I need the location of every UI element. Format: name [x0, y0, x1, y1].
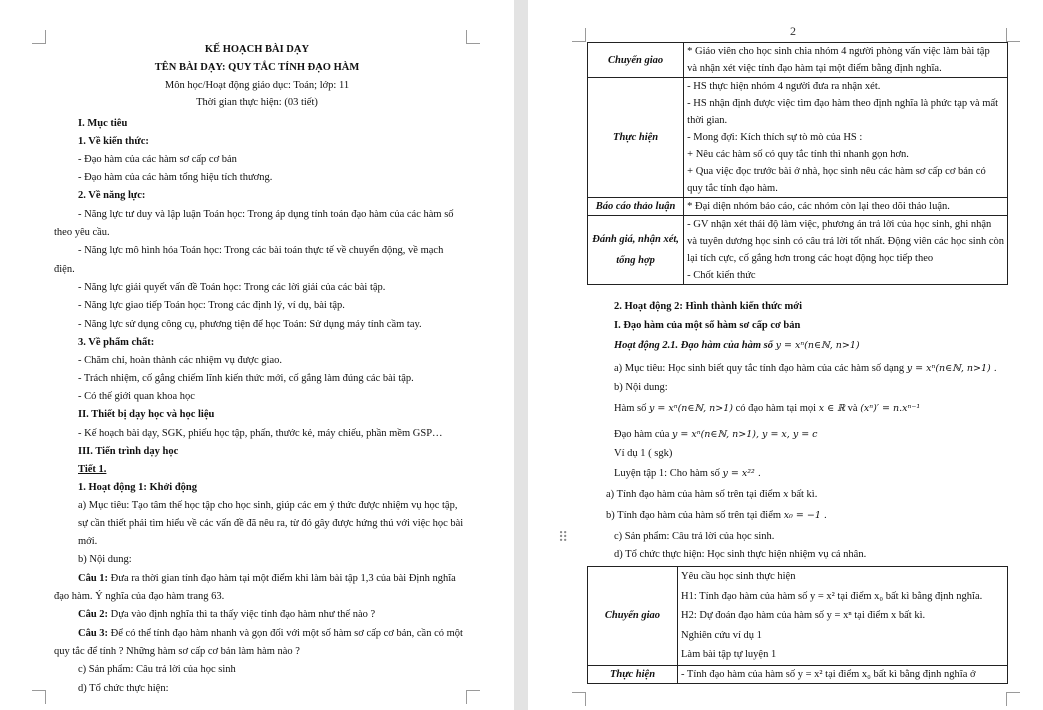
doc-title: TÊN BÀI DẠY: QUY TẮC TÍNH ĐẠO HÀM — [154, 62, 360, 73]
text-line: - Trách nhiệm, cố gắng chiếm lĩnh kiến thức mới, cố gắng làm đúng các bài tập. — [78, 373, 414, 384]
text-line: quy tắc để tính ? Những hàm sơ cấp cơ bản làm hàm nào ? — [54, 646, 300, 657]
row-label: Đánh giá, nhận xét, tổng hợp — [588, 216, 684, 285]
text-line: theo yêu cầu. — [54, 227, 110, 238]
crop-mark — [32, 30, 46, 44]
row-label: Báo cáo thảo luận — [588, 198, 684, 216]
formula: y = xⁿ(n∈ℕ, n>1) — [649, 403, 733, 414]
lesson-label: Tiết 1. — [78, 464, 107, 475]
formula: y = xⁿ(n∈ℕ, n>1) — [775, 340, 860, 351]
crop-mark — [1006, 28, 1020, 42]
table-row — [588, 216, 1008, 285]
text-line: - Năng lực giải quyết vấn đề Toán học: Trong các lời giải của các bài tập. — [78, 282, 386, 293]
section-heading: III. Tiến trình dạy học — [78, 446, 179, 457]
text-line: mới. — [78, 536, 98, 547]
table-row — [588, 43, 1008, 78]
cell-line: thời gian. — [687, 115, 728, 126]
text-span: Luyện tập 1: Cho hàm số — [614, 468, 720, 479]
question-line — [78, 627, 463, 641]
cell-line: - Mong đợi: Kích thích sự tò mò của HS : — [687, 132, 863, 143]
table-row — [588, 665, 1008, 683]
section-heading: 3. Về phẩm chất: — [78, 337, 155, 348]
crop-mark — [466, 30, 480, 44]
crop-mark — [32, 690, 46, 704]
cell-line: quy tắc tính đạo hàm. — [687, 183, 778, 194]
row-label: Thực hiện — [588, 665, 678, 683]
question-label: Câu 1: — [78, 573, 109, 584]
row-content — [678, 567, 1008, 666]
text-line: a) Mục tiêu: Tạo tâm thế học tập cho học sinh, giúp các em ý thức được nhiệm vụ học tập, — [78, 500, 458, 511]
cell-line: + Nêu các hàm số có quy tắc tính thì nhanh gọn hơn. — [687, 149, 909, 160]
text-span: có đạo hàm tại mọi — [735, 403, 817, 414]
cell-line: H2: Dự đoán đạo hàm của hàm số y = xⁿ tại điểm x bất kì. — [681, 610, 926, 621]
cell-line: - Chốt kiến thức — [687, 270, 756, 281]
section-heading: 2. Hoạt động 2: Hình thành kiến thức mới — [614, 301, 803, 312]
row-label: Thực hiện — [588, 78, 684, 198]
crop-mark — [1006, 692, 1020, 706]
section-heading: 1. Về kiến thức: — [78, 136, 149, 147]
formula: x ∈ ℝ — [818, 403, 846, 414]
text-line: d) Tổ chức thực hiện: — [78, 683, 169, 694]
text-line — [606, 509, 827, 523]
text-line: c) Sản phẩm: Câu trả lời của học sinh. — [614, 531, 775, 542]
text-span: b) Tính đạo hàm của hàm số trên tại điểm — [606, 510, 782, 521]
table-row — [588, 198, 1008, 216]
text-line: - Năng lực mô hình hóa Toán học: Trong các bài toán thực tế về chuyển động, về mạch — [78, 245, 444, 256]
text-line: c) Sản phẩm: Câu trả lời của học sinh — [78, 664, 236, 675]
row-content — [684, 43, 1008, 78]
formula: x — [783, 489, 789, 500]
cell-line: - Tính đạo hàm của hàm số y = x² tại điểm x₀ bất kì bằng định nghĩa ở — [681, 668, 976, 680]
question-text: Đưa ra thời gian tính đạo hàm tại một điểm khi làm bài tập 1,3 của bài Định nghĩa — [110, 573, 456, 584]
crop-mark — [466, 690, 480, 704]
cell-line: - GV nhận xét thái độ làm việc, phương án trả lời của học sinh, ghi nhận — [687, 219, 992, 230]
row-label: Chuyển giao — [588, 567, 678, 666]
doc-duration: Thời gian thực hiện: (03 tiết) — [196, 97, 318, 108]
cell-line: + Qua việc đọc trước bài ở nhà, học sinh nêu các hàm sơ cấp cơ bản có — [687, 166, 986, 177]
section-heading: II. Thiết bị dạy học và học liệu — [78, 409, 215, 420]
cell-line: * Giáo viên cho học sinh chia nhóm 4 người phòng vấn việc làm bài tập — [687, 46, 990, 57]
row-content — [684, 216, 1008, 285]
theorem-line — [614, 402, 920, 416]
question-text: Dựa vào định nghĩa thì ta thấy việc tính đạo hàm như thế nào ? — [110, 609, 376, 620]
document-page-2 — [528, 0, 1043, 710]
cell-line: Nghiên cứu ví dụ 1 — [681, 629, 762, 641]
text-line: - Năng lực tư duy và lập luận Toán học: Trong áp dụng tính toán đạo hàm của các hàm số — [78, 209, 454, 220]
section-heading: 2. Về năng lực: — [78, 190, 146, 201]
doc-subject: Môn học/Hoạt động giáo dục: Toán; lớp: 11 — [164, 80, 350, 91]
crop-mark — [572, 692, 586, 706]
text-line — [614, 362, 997, 376]
text-line: d) Tổ chức thực hiện: Học sinh thực hiện nhiệm vụ cá nhân. — [614, 549, 867, 560]
row-label: Chuyển giao — [588, 43, 684, 78]
text-line: sự cần thiết phải tìm hiểu về các vấn đề đã nêu ra, từ đó gây được hứng thú với việc học bài — [78, 518, 464, 529]
cell-line: Yêu cầu học sinh thực hiện — [681, 571, 796, 582]
formula: y = xⁿ(n∈ℕ, n>1) . — [906, 363, 997, 374]
text-line — [614, 428, 818, 442]
text-line: điện. — [54, 264, 75, 275]
cell-line: và tuyên dương học sinh có câu trả lời tốt nhất. Động viên các học sinh còn — [687, 236, 1004, 247]
question-label: Câu 3: — [78, 628, 109, 639]
text-line: - Chăm chỉ, hoàn thành các nhiệm vụ được giao. — [78, 355, 282, 366]
activity-heading — [614, 339, 860, 353]
text-line: - Năng lực sử dụng công cụ, phương tiện để học Toán: Sử dụng máy tính cầm tay. — [78, 319, 422, 330]
table-row — [588, 567, 1008, 666]
text-line: - Năng lực giao tiếp Toán học: Trong các định lý, ví dụ, bài tập. — [78, 300, 345, 311]
text-line: - Đạo hàm của các hàm tổng hiệu tích thương. — [78, 172, 273, 183]
cell-line: - HS nhận định được việc tìm đạo hàm theo định nghĩa là phức tạp và mất — [687, 98, 999, 109]
text-span: a) Mục tiêu: Học sinh biết quy tắc tính đạo hàm của các hàm số dạng — [614, 363, 905, 374]
cell-line: * Đại diện nhóm báo cáo, các nhóm còn lại theo dõi thảo luận. — [687, 201, 950, 212]
text-line: - Đạo hàm của các hàm sơ cấp cơ bản — [78, 154, 237, 165]
row-content — [684, 198, 1008, 216]
text-line — [606, 488, 817, 502]
page-number: 2 — [790, 24, 796, 38]
question-line — [78, 608, 375, 622]
question-text: Để có thể tính đạo hàm nhanh và gọn đối với một số hàm sơ cấp cơ bản, cần có một — [110, 628, 463, 639]
section-heading: I. Mục tiêu — [78, 118, 128, 129]
activity-table-1 — [587, 42, 1008, 285]
section-heading: I. Đạo hàm của một số hàm sơ cấp cơ bản — [614, 320, 801, 331]
text-span: và — [847, 403, 858, 414]
section-heading: 1. Hoạt động 1: Khởi động — [78, 482, 198, 493]
cell-line: và nhận xét việc tính đạo hàm tại một điểm bằng định nghĩa. — [687, 63, 942, 74]
crop-mark — [572, 28, 586, 42]
text-span: Hàm số — [614, 403, 647, 414]
cell-line: Làm bài tập tự luyện 1 — [681, 649, 777, 660]
table-row — [588, 78, 1008, 198]
text-line: - Có thế giới quan khoa học — [78, 391, 195, 402]
text-line: Ví dụ 1 ( sgk) — [614, 448, 673, 459]
question-line — [78, 572, 456, 586]
doc-heading: KẾ HOẠCH BÀI DẠY — [204, 44, 310, 55]
formula: y = x²² . — [722, 468, 761, 479]
text-span: bất kì. — [791, 489, 818, 500]
text-line: b) Nội dung: — [614, 382, 668, 393]
cell-line: lại tích cực, cố gắng hơn trong các hoạt động học tiếp theo — [687, 253, 934, 264]
question-label: Câu 2: — [78, 609, 109, 620]
formula: y = xⁿ(n∈ℕ, n>1), y = x, y = c — [672, 429, 818, 440]
cell-line: H1: Tính đạo hàm của hàm số y = x² tại điểm x₀ bất kì bằng định nghĩa. — [681, 590, 983, 602]
activity-title: Hoạt động 2.1. Đạo hàm của hàm số — [614, 340, 773, 351]
cell-line: - HS thực hiện nhóm 4 người đưa ra nhận xét. — [687, 81, 881, 92]
text-span: Đạo hàm của — [614, 429, 670, 440]
row-content — [678, 665, 1008, 683]
text-span: a) Tính đạo hàm của hàm số trên tại điểm — [606, 489, 781, 500]
text-line: - Kế hoạch bài dạy, SGK, phiếu học tập, phấn, thước kẻ, máy chiếu, phần mềm GSP… — [78, 428, 443, 439]
text-line: b) Nội dung: — [78, 554, 132, 565]
drag-handle-icon[interactable]: ⠿ — [558, 531, 569, 546]
formula: (xⁿ)′ = n.xⁿ⁻¹ — [860, 403, 921, 414]
activity-table-2 — [587, 566, 1008, 684]
formula: x₀ = −1 . — [783, 510, 827, 521]
row-content — [684, 78, 1008, 198]
document-page-1 — [0, 0, 514, 710]
text-line: đạo hàm. Ý nghĩa của đạo hàm trang 63. — [54, 591, 225, 602]
text-line — [614, 467, 761, 481]
